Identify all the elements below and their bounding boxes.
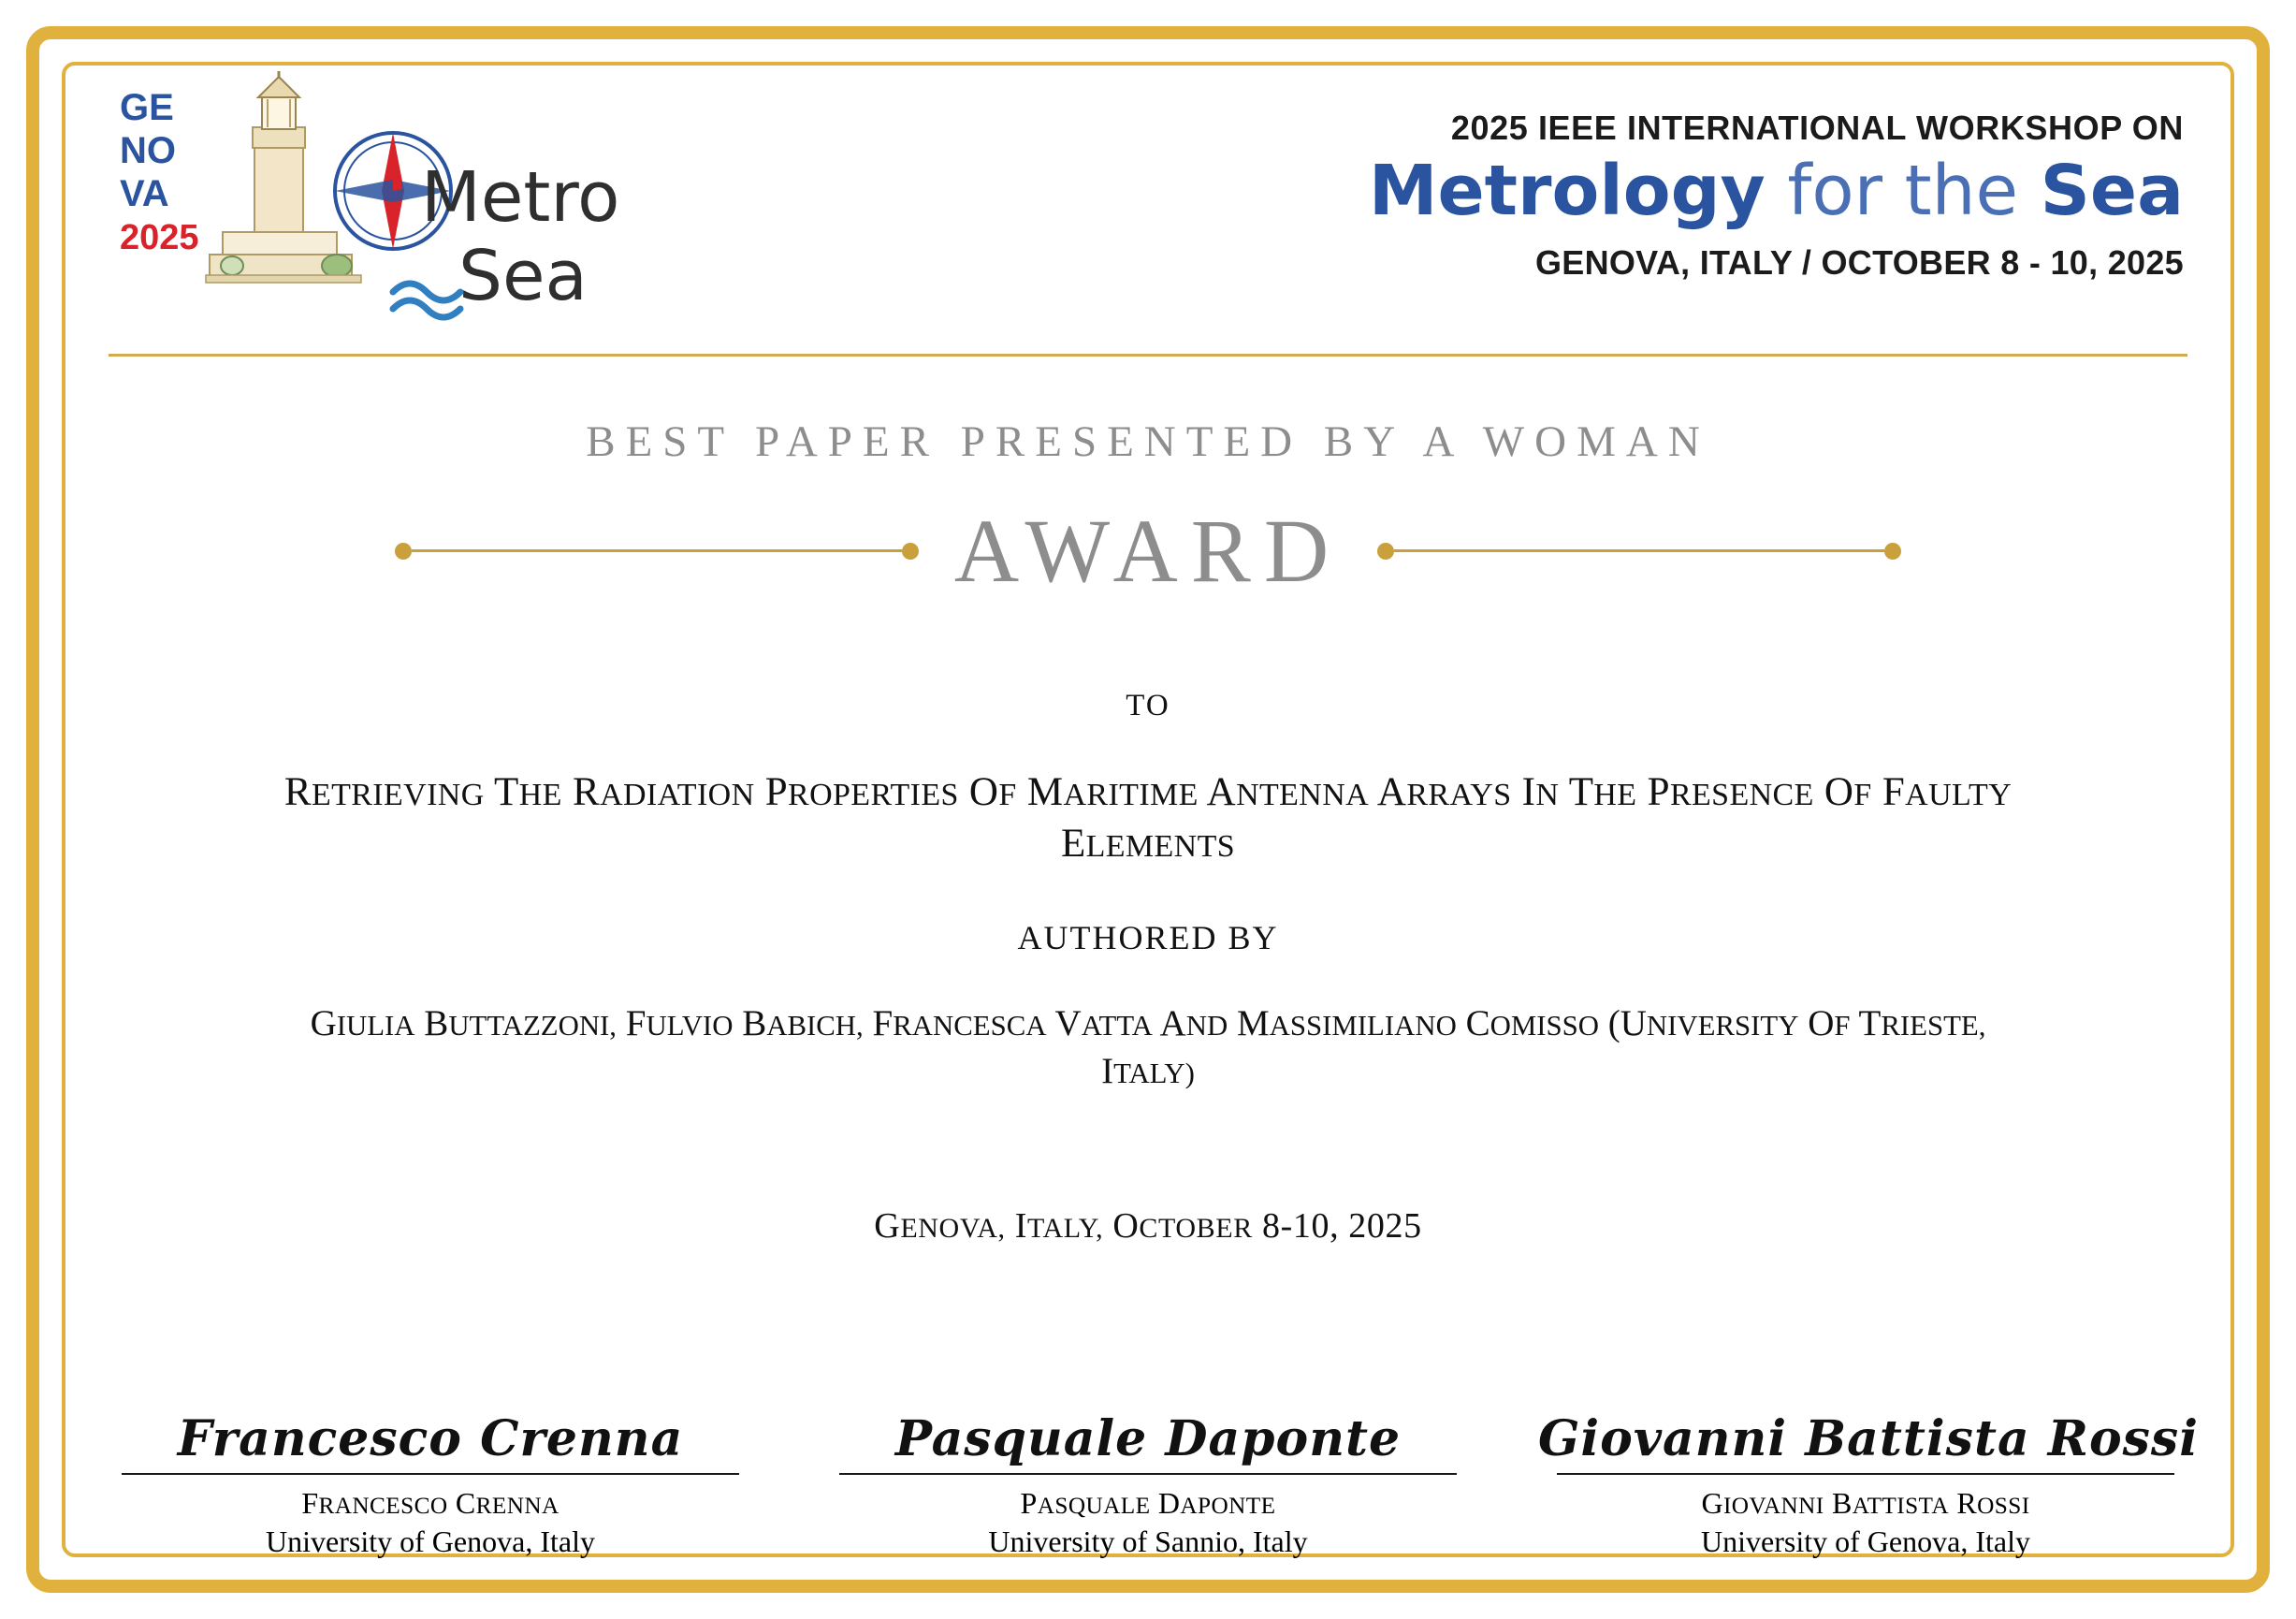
- signature-script-3: Giovanni Battista Rossi: [1538, 1410, 2199, 1467]
- authored-by-label: AUTHORED BY: [1017, 919, 1279, 957]
- decoration-bar: [412, 549, 902, 552]
- event-title-part2: for the: [1787, 151, 2019, 231]
- paper-title: RETRIEVING THE RADIATION PROPERTIES OF MARITIME ANTENNA ARRAYS IN THE PRESENCE OF FAULTY ELEMENTS: [283, 770, 2013, 867]
- signature-script-2: Pasquale Daponte: [894, 1410, 1402, 1467]
- svg-text:Metro: Metro: [421, 157, 620, 238]
- award-decoration-left: [395, 543, 919, 560]
- decoration-bar: [1394, 549, 1884, 552]
- svg-text:NO: NO: [120, 130, 176, 171]
- event-title: [702, 151, 2184, 231]
- metrosea-logo-icon: [112, 71, 692, 352]
- signature-3: [1538, 1410, 2199, 1559]
- signature-name-2: PASQUALE DAPONTE: [1020, 1486, 1276, 1520]
- svg-text:VA: VA: [120, 173, 169, 214]
- decoration-dot-icon: [1884, 543, 1901, 560]
- award-kicker: BEST PAPER PRESENTED BY A WOMAN: [586, 417, 1710, 466]
- svg-text:Sea: Sea: [458, 236, 588, 316]
- event-header-text: [702, 71, 2193, 283]
- signature-name-3: GIOVANNI BATTISTA ROSSI: [1701, 1486, 2030, 1520]
- certificate-content: [103, 52, 2199, 1567]
- header-divider: [109, 354, 2187, 357]
- signature-script-1: Francesco Crenna: [177, 1410, 684, 1467]
- signature-affiliation-3: University of Genova, Italy: [1701, 1524, 2030, 1558]
- decoration-dot-icon: [1377, 543, 1394, 560]
- award-body: [103, 689, 2193, 1247]
- event-title-part1: Metrology: [1368, 151, 1766, 231]
- svg-text:2025: 2025: [120, 218, 199, 257]
- decoration-dot-icon: [902, 543, 919, 560]
- signature-rule-3: [1557, 1473, 2174, 1475]
- signature-name-1: FRANCESCO CRENNA: [301, 1486, 559, 1520]
- place-and-date: GENOVA, ITALY, OCTOBER 8-10, 2025: [874, 1206, 1422, 1247]
- signature-affiliation-2: University of Sannio, Italy: [988, 1524, 1308, 1558]
- award-title: AWARD: [953, 501, 1343, 601]
- metrosea-logo: [103, 71, 702, 352]
- award-decoration-right: [1377, 543, 1901, 560]
- signature-affiliation-1: University of Genova, Italy: [266, 1524, 595, 1558]
- event-location-date: GENOVA, ITALY / OCTOBER 8 - 10, 2025: [1534, 242, 2184, 282]
- paper-authors: GIULIA BUTTAZZONI, FULVIO BABICH, FRANCESCA VATTA AND MASSIMILIANO COMISSO (UNIVERSITY OF TRIESTE, ITALY): [310, 1003, 1986, 1091]
- workshop-line: 2025 IEEE INTERNATIONAL WORKSHOP ON: [1450, 109, 2184, 147]
- signature-block: [103, 1410, 2199, 1559]
- svg-text:GE: GE: [120, 87, 174, 128]
- event-title-part3: Sea: [2040, 151, 2184, 231]
- award-title-row: [103, 499, 2193, 603]
- certificate-header: [103, 52, 2193, 348]
- signature-rule-1: [122, 1473, 739, 1475]
- decoration-dot-icon: [395, 543, 412, 560]
- signature-1: [103, 1410, 758, 1559]
- to-word: TO: [1126, 689, 1170, 722]
- signature-rule-2: [839, 1473, 1457, 1475]
- signature-2: [821, 1410, 1475, 1559]
